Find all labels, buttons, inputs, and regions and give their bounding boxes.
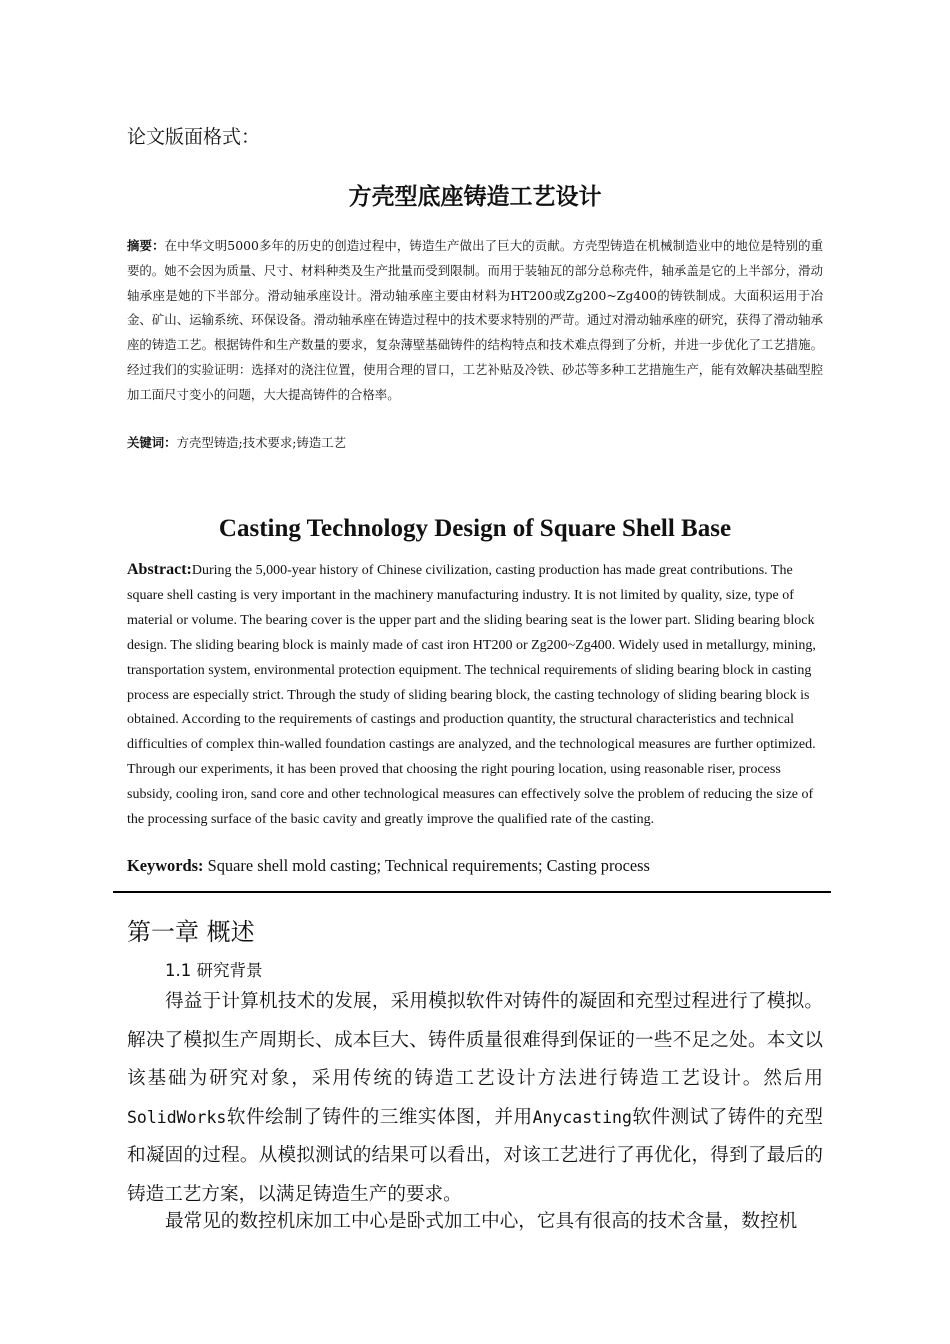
english-abstract-text: During the 5,000-year history of Chinese civilization, casting production has made great contributions. The square shell casting is very important in the machinery manufacturing industry. It is not limited by quality, size, type of material or volume. The bearing cover is the upper part and the sliding bearing seat is the lower part. Sliding bearing block design. The sliding bearing block is mainly made of cast iron HT200 or Zg200~Zg400. Widely used in metallurgy, mining, transportation system, environmental protection equipment. The technical requirements of sliding bearing block in casting process are especially strict. Through the study of sliding bearing block, the casting technology of sliding bearing block is obtained. According to the requirements of castings and production quantity, the structural characteristics and technical difficulties of complex thin-walled foundation castings are analyzed, and the technological measures are further optimized. Through our experiments, it has been proved that choosing the right pouring location, using reasonable riser, process subsidy, cooling iron, sand core and other technological measures can effectively solve the problem of reducing the size of the processing surface of the basic cavity and greatly improve the qualified rate of the casting. [127,563,816,828]
english-title: Casting Technology Design of Square Shell Base [218,515,732,542]
english-keywords-label: Keywords: [127,856,204,875]
paragraph-1-part-b: 软件绘制了铸件的三维实体图，并用 [226,1106,533,1128]
software-name-anycasting: Anycasting [532,1107,632,1127]
chinese-title: 方壳型底座铸造工艺设计 [348,184,602,210]
english-abstract [127,558,827,833]
paragraph-1-part-c: 软件测试了铸件的充型和凝固的过程。从模拟测试的结果可以看出，对该工艺进行了再优化，得到了最后的铸造工艺方案，以满足铸造生产的要求。 [127,1106,823,1205]
chinese-abstract [127,234,823,408]
software-name-solidworks: SolidWorks [127,1107,227,1127]
english-keywords-text: Square shell mold casting; Technical requirements; Casting process [203,856,650,875]
chinese-abstract-text: 在中华文明5000多年的历史的创造过程中，铸造生产做出了巨大的贡献。方壳型铸造在机械制造业中的地位是特别的重要的。她不会因为质量、尺寸、材料种类及生产批量而受到限制。而用于装轴瓦的部分总称壳件，轴承盖是它的上半部分，滑动轴承座是她的下半部分。滑动轴承座设计。滑动轴承座主要由材料为HT200或Zg200~Zg400的铸铁制成。大面积运用于冶金、矿山、运输系统、环保设备。滑动轴承座在铸造过程中的技术要求特别的严苛。通过对滑动轴承座的研究，获得了滑动轴承座的铸造工艺。根据铸件和生产数量的要求，复杂薄壁基础铸件的结构特点和技术难点得到了分析，并进一步优化了工艺措施。经过我们的实验证明：选择对的浇注位置，使用合理的冒口，工艺补贴及冷铁、砂芯等多种工艺措施生产，能有效解决基础型腔加工面尺寸变小的问题，大大提高铸件的合格率。 [127,238,823,402]
chapter-title: 第一章 概述 [127,918,255,946]
body-paragraph-2: 最常见的数控机床加工中心是卧式加工中心，它具有很高的技术含量，数控机 [165,1211,798,1232]
chinese-abstract-label: 摘要： [127,238,165,253]
english-keywords [127,856,650,876]
english-abstract-label: Abstract: [127,561,192,578]
chinese-keywords-label: 关键词： [127,435,177,450]
body-paragraph-1 [127,983,823,1215]
format-label: 论文版面格式： [127,126,261,148]
section-divider [113,891,831,893]
section-title: 1.1 研究背景 [165,961,263,980]
chinese-keywords [127,433,346,451]
chinese-keywords-text: 方壳型铸造;技术要求;铸造工艺 [176,435,346,450]
paragraph-1-part-a: 得益于计算机技术的发展，采用模拟软件对铸件的凝固和充型过程进行了模拟。解决了模拟生产周期长、成本巨大、铸件质量很难得到保证的一些不足之处。本文以该基础为研究对象，采用传统的铸造工艺设计方法进行铸造工艺设计。然后用 [127,991,823,1090]
